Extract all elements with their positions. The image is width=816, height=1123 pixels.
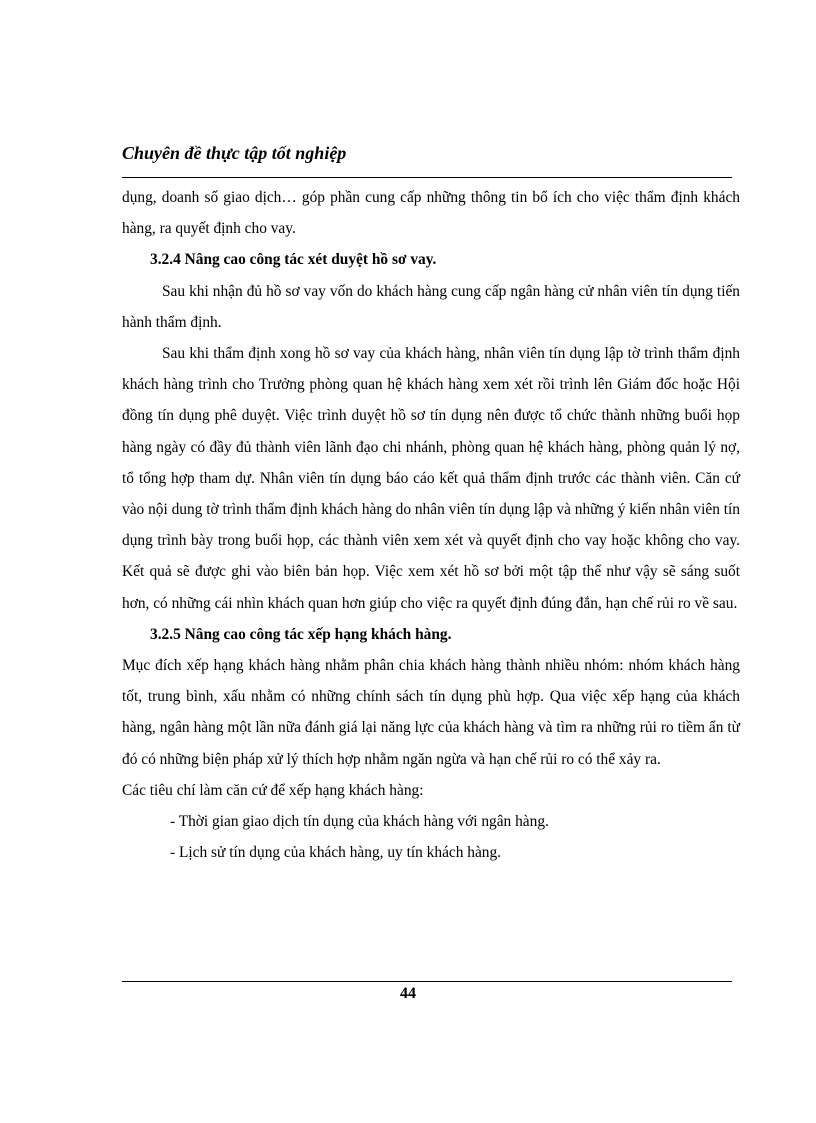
- section-325-paragraph-1: Mục đích xếp hạng khách hàng nhằm phân chia khách hàng thành nhiều nhóm: nhóm khách hàng tốt, trung bình, xấu nhằm có những chính sách tín dụng phù hợp. Qua việc xếp hạng của khách hàng, ngân hàng một lần nữa đánh giá lại năng lực của khách hàng và tìm ra những rủi ro tiềm ẩn từ đó có những biện pháp xử lý thích hợp nhằm ngăn ngừa và hạn chế rủi ro có thể xảy ra.: [122, 657, 740, 768]
- section-324-heading: 3.2.4 Nâng cao công tác xét duyệt hồ sơ vay.: [150, 251, 437, 269]
- section-324-paragraph-1: Sau khi nhận đủ hồ sơ vay vốn do khách hàng cung cấp ngân hàng cử nhân viên tín dụng tiến hành thẩm định.: [122, 282, 740, 331]
- page-number: 44: [400, 985, 416, 1002]
- section-325-heading: 3.2.5 Nâng cao công tác xếp hạng khách hàng.: [150, 625, 452, 643]
- section-324-paragraph-2: Sau khi thẩm định xong hồ sơ vay của khách hàng, nhân viên tín dụng lập tờ trình thẩm định khách hàng trình cho Trưởng phòng quan hệ khách hàng xem xét rồi trình lên Giám đốc hoặc Hội đồng tín dụng phê duyệt. Việc trình duyệt hồ sơ tín dụng nên được tổ chức thành những buổi họp hàng ngày có đầy đủ thành viên lãnh đạo chi nhánh, phòng quan hệ khách hàng, phòng quản lý nợ, tổ tổng hợp tham dự. Nhân viên tín dụng báo cáo kết quả thẩm định trước các thành viên. Căn cứ vào nội dung tờ trình thẩm định khách hàng do nhân viên tín dụng lập và những ý kiến nhân viên tín dụng trình bày trong buổi họp, các thành viên xem xét và quyết định cho vay hoặc không cho vay. Kết quả sẽ được ghi vào biên bản họp. Việc xem xét hồ sơ bởi một tập thể như vậy sẽ sáng suốt hơn, có những cái nhìn khách quan hơn giúp cho việc ra quyết định đúng đắn, hạn chế rủi ro về sau.: [122, 345, 740, 612]
- continuation-paragraph: dụng, doanh số giao dịch… góp phần cung cấp những thông tin bổ ích cho việc thẩm định khách hàng, ra quyết định cho vay.: [122, 189, 740, 238]
- criteria-item: - Thời gian giao dịch tín dụng của khách hàng với ngân hàng.: [170, 813, 549, 831]
- footer-rule: [122, 981, 732, 982]
- criteria-intro: Các tiêu chí làm căn cứ để xếp hạng khách hàng:: [122, 781, 424, 799]
- criteria-item: - Lịch sử tín dụng của khách hàng, uy tín khách hàng.: [170, 844, 502, 862]
- document-body: [122, 182, 740, 868]
- header-title: Chuyên đề thực tập tốt nghiệp: [122, 143, 347, 163]
- page-header: [122, 141, 732, 178]
